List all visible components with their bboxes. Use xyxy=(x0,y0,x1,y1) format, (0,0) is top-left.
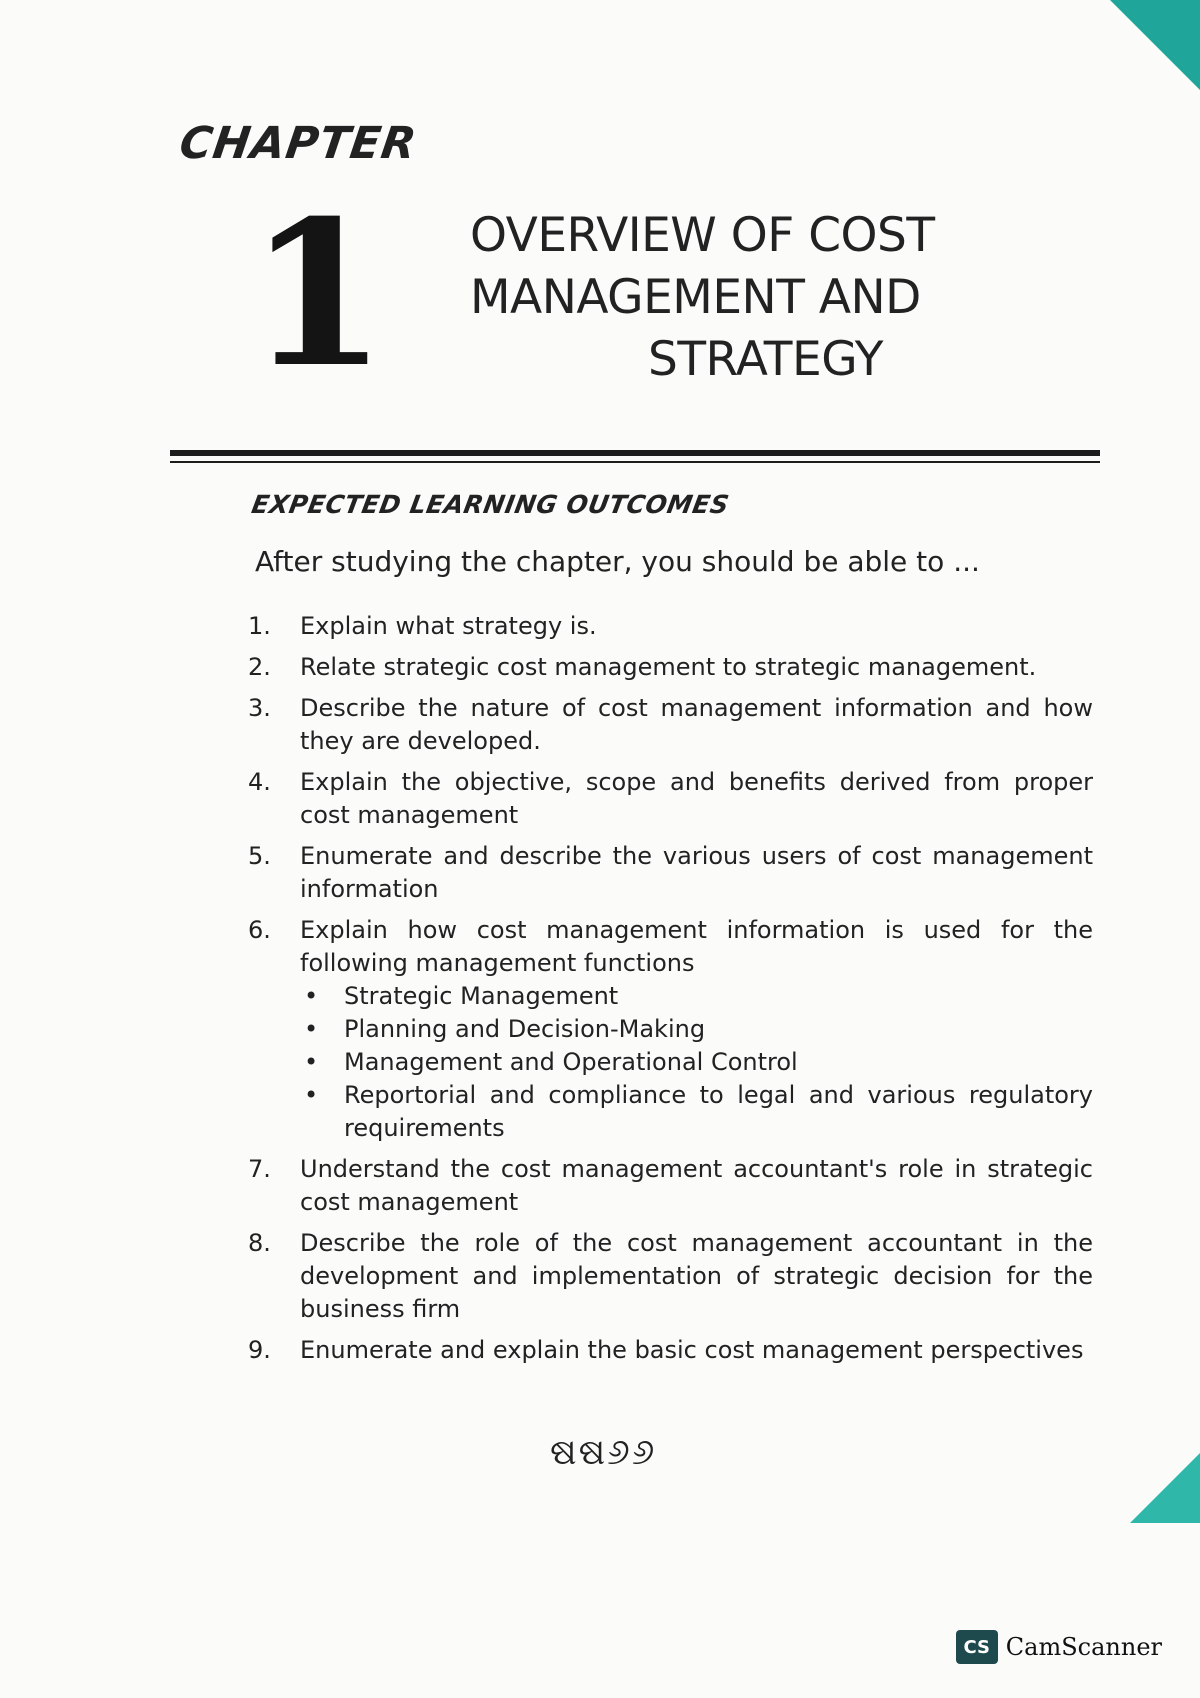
bullet-icon: • xyxy=(304,1081,319,1109)
outcome-text: Explain the objective, scope and benefits derived from proper cost management xyxy=(300,768,1093,829)
bullet-icon: • xyxy=(304,1015,319,1043)
outcomes-intro: After studying the chapter, you should be able to ... xyxy=(255,545,980,578)
outcome-item xyxy=(248,1153,1093,1219)
outcome-item xyxy=(248,766,1093,832)
outcome-subitem-text: Reportorial and compliance to legal and various regulatory requirements xyxy=(344,1081,1093,1142)
bullet-icon: • xyxy=(304,982,319,1010)
outcome-text: Enumerate and explain the basic cost management perspectives xyxy=(300,1336,1084,1364)
outcome-text: Explain what strategy is. xyxy=(300,612,597,640)
outcome-number: 5. xyxy=(248,842,271,870)
chapter-title-line: STRATEGY xyxy=(648,332,883,387)
outcome-number: 1. xyxy=(248,612,271,640)
outcome-number: 2. xyxy=(248,653,271,681)
ornament-divider: ଷଷ୬୬ xyxy=(550,1432,657,1473)
outcome-subitem-text: Planning and Decision-Making xyxy=(344,1015,706,1043)
outcome-item xyxy=(248,840,1093,906)
divider-thin xyxy=(170,461,1100,463)
chapter-label: CHAPTER xyxy=(176,118,420,169)
outcome-text: Describe the role of the cost management accountant in the development and implementation of strategic decision for the business firm xyxy=(300,1229,1093,1323)
camscanner-watermark xyxy=(956,1630,1162,1664)
chapter-number: 1 xyxy=(248,177,388,412)
outcome-subitem xyxy=(300,1046,1093,1079)
outcome-number: 9. xyxy=(248,1336,271,1364)
outcome-item xyxy=(248,651,1093,684)
outcome-subitem xyxy=(300,1079,1093,1145)
divider-thick xyxy=(170,450,1100,456)
outcome-item xyxy=(248,1334,1093,1367)
outcome-text: Understand the cost management accountant's role in strategic cost management xyxy=(300,1155,1093,1216)
outcome-subitem xyxy=(300,1013,1093,1046)
teal-corner-top xyxy=(1110,0,1200,90)
chapter-title xyxy=(470,205,1090,391)
camscanner-name: CamScanner xyxy=(1005,1633,1162,1661)
outcomes-heading: EXPECTED LEARNING OUTCOMES xyxy=(249,490,732,519)
outcome-text: Enumerate and describe the various users of cost management information xyxy=(300,842,1093,903)
outcome-number: 4. xyxy=(248,768,271,796)
chapter-title-line: OVERVIEW OF COST xyxy=(470,208,935,263)
outcome-item xyxy=(248,692,1093,758)
outcome-sublist xyxy=(300,980,1093,1145)
outcomes-list xyxy=(248,610,1093,1375)
camscanner-logo-icon: CS xyxy=(956,1630,998,1664)
outcome-item xyxy=(248,610,1093,643)
outcome-subitem xyxy=(300,980,1093,1013)
outcome-number: 3. xyxy=(248,694,271,722)
outcome-subitem-text: Management and Operational Control xyxy=(344,1048,798,1076)
teal-corner-bottom xyxy=(1130,1453,1200,1523)
chapter-title-line: MANAGEMENT AND xyxy=(470,270,921,325)
outcome-text: Relate strategic cost management to strategic management. xyxy=(300,653,1037,681)
outcome-item xyxy=(248,1227,1093,1326)
bullet-icon: • xyxy=(304,1048,319,1076)
outcome-text: Describe the nature of cost management information and how they are developed. xyxy=(300,694,1093,755)
outcome-text: Explain how cost management information is used for the following management functions xyxy=(300,916,1093,977)
outcome-number: 8. xyxy=(248,1229,271,1257)
outcome-item xyxy=(248,914,1093,1145)
outcome-subitem-text: Strategic Management xyxy=(344,982,619,1010)
outcome-number: 6. xyxy=(248,916,271,944)
outcome-number: 7. xyxy=(248,1155,271,1183)
